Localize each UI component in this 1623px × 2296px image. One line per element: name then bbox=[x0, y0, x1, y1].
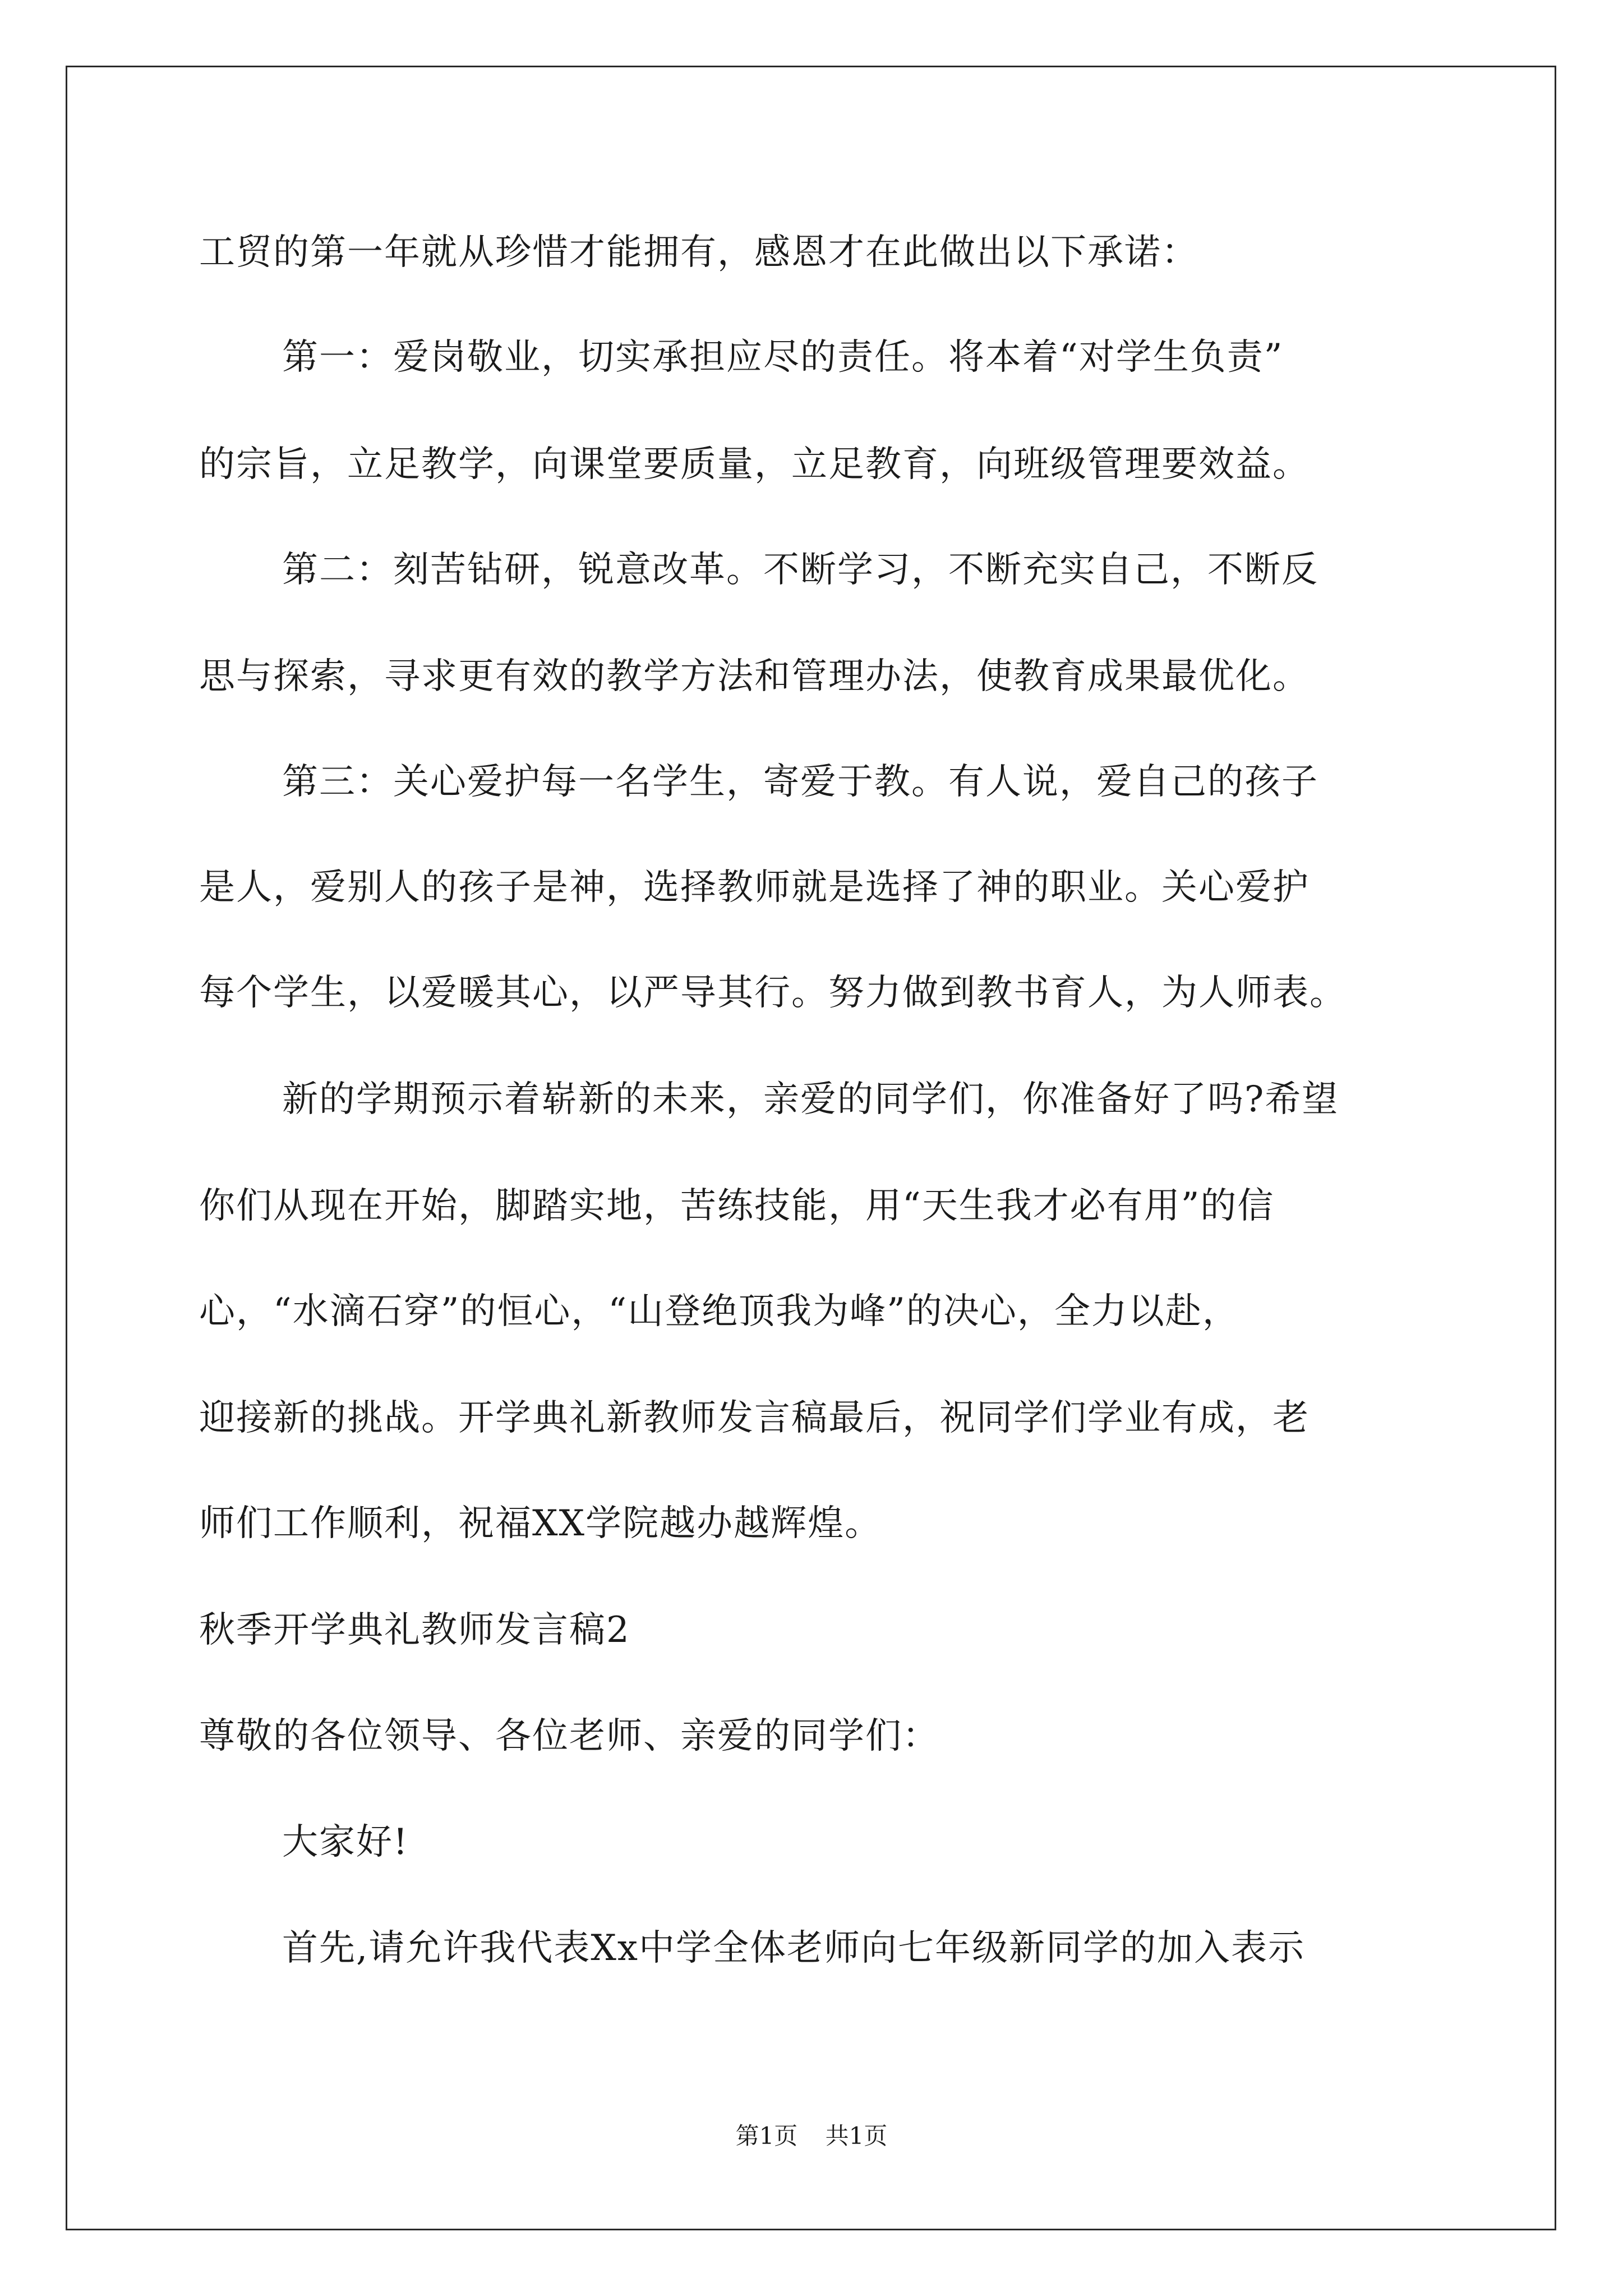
text-line-17: 首先,请允许我代表Xx中学全体老师向七年级新同学的加入表示 bbox=[282, 1927, 1305, 1969]
text-line-8: 每个学生，以爱暖其心，以严导其行。努力做到教书育人，为人师表。 bbox=[199, 972, 1347, 1014]
salutation: 尊敬的各位领导、各位老师、亲爱的同学们： bbox=[199, 1715, 939, 1757]
text-line-9: 新的学期预示着崭新的未来，亲爱的同学们，你准备好了吗?希望 bbox=[282, 1079, 1339, 1120]
text-line-7: 是人，爱别人的孩子是神，选择教师就是选择了神的职业。关心爱护 bbox=[199, 867, 1310, 908]
greeting: 大家好! bbox=[282, 1821, 409, 1863]
page-number-total: 共1页 bbox=[825, 2122, 888, 2150]
text-line-2: 第一：爱岗敬业，切实承担应尽的责任。将本着“对学生负责” bbox=[282, 337, 1284, 378]
text-line-5: 思与探索，寻求更有效的教学方法和管理办法，使教育成果最优化。 bbox=[199, 656, 1310, 697]
text-line-12: 迎接新的挑战。开学典礼新教师发言稿最后，祝同学们学业有成，老 bbox=[199, 1397, 1310, 1439]
page-footer bbox=[0, 2120, 1623, 2152]
text-line-1: 工贸的第一年就从珍惜才能拥有，感恩才在此做出以下承诺： bbox=[199, 232, 1198, 273]
text-line-11: 心，“水滴石穿”的恒心，“山登绝顶我为峰”的决心，全力以赴， bbox=[199, 1291, 1239, 1332]
text-line-13: 师们工作顺利，祝福XX学院越办越辉煌。 bbox=[199, 1503, 882, 1544]
page-border bbox=[66, 66, 1556, 2230]
text-line-10: 你们从现在开始，脚踏实地，苦练技能，用“天生我才必有用”的信 bbox=[199, 1185, 1275, 1227]
page-number-current: 第1页 bbox=[735, 2122, 798, 2150]
text-line-3: 的宗旨，立足教学，向课堂要质量，立足教育，向班级管理要效益。 bbox=[199, 444, 1310, 485]
section-heading: 秋季开学典礼教师发言稿2 bbox=[199, 1609, 630, 1651]
text-line-4: 第二：刻苦钻研，锐意改革。不断学习，不断充实自己，不断反 bbox=[282, 549, 1318, 591]
text-line-6: 第三：关心爱护每一名学生，寄爱于教。有人说，爱自己的孩子 bbox=[282, 761, 1318, 803]
